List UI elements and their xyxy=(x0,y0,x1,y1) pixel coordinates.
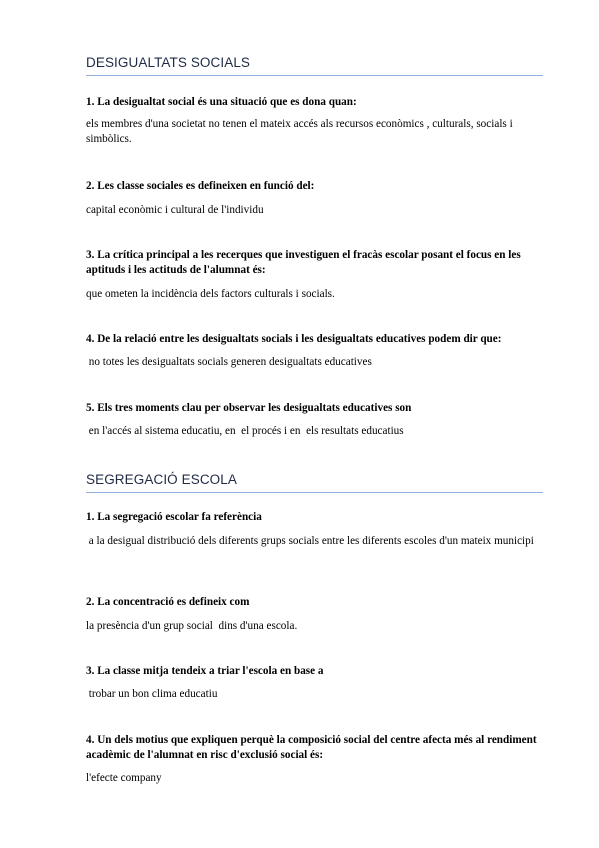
answer: a la desigual distribució dels diferents grups socials entre les diferents escoles d'un mateix municipi xyxy=(86,535,534,547)
answer: en l'accés al sistema educatiu, en el procés i en els resultats educatius xyxy=(86,425,404,437)
question: 4. De la relació entre les desigualtats socials i les desigualtats educatives podem dir que: xyxy=(86,333,502,345)
question: 2. La concentració es defineix com xyxy=(86,596,250,608)
question: 2. Les classe sociales es defineixen en funció del: xyxy=(86,180,315,192)
question: 4. Un dels motius que expliquen perquè la composició social del centre afecta més al rendiment acadèmic de l'alumnat en risc d'exclusió social és: xyxy=(86,734,537,761)
question: 5. Els tres moments clau per observar les desigualtats educatives son xyxy=(86,402,412,414)
answer: capital econòmic i cultural de l'individu xyxy=(86,204,264,216)
qa-item xyxy=(86,248,544,302)
question: 1. La segregació escolar fa referència xyxy=(86,511,262,523)
section-desigualtats-socials xyxy=(86,55,543,76)
qa-item xyxy=(86,595,544,634)
section-segregacio-escola xyxy=(86,472,543,493)
section-heading: SEGREGACIÓ ESCOLA xyxy=(86,472,543,493)
qa-item xyxy=(86,179,544,218)
section-heading: DESIGUALTATS SOCIALS xyxy=(86,55,543,76)
answer: no totes les desigualtats socials generen desigualtats educatives xyxy=(86,356,372,368)
qa-item xyxy=(86,510,544,549)
answer: que ometen la incidència dels factors culturals i socials. xyxy=(86,288,335,300)
qa-item xyxy=(86,401,544,439)
question: 3. La crítica principal a les recerques que investiguen el fracàs escolar posant el focus en les aptituds i les actituds de l'alumnat és: xyxy=(86,249,521,276)
answer: la presència d'un grup social dins d'una escola. xyxy=(86,620,298,632)
answer: trobar un bon clima educatiu xyxy=(86,688,218,700)
answer: els membres d'una societat no tenen el mateix accés als recursos econòmics , culturals, socials i simbòlics. xyxy=(86,118,516,145)
question: 1. La desigualtat social és una situació que es dona quan: xyxy=(86,96,357,108)
question: 3. La classe mitja tendeix a triar l'escola en base a xyxy=(86,665,324,677)
answer: l'efecte company xyxy=(86,772,162,784)
qa-item xyxy=(86,95,544,147)
qa-item xyxy=(86,733,544,786)
qa-item xyxy=(86,664,544,702)
qa-item xyxy=(86,332,544,370)
